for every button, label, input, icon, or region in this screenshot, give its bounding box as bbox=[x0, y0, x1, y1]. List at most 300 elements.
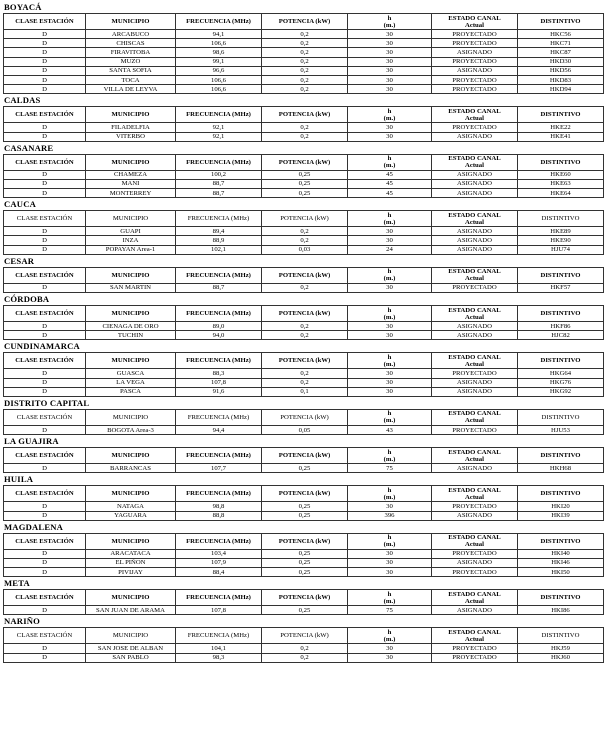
header-potencia: POTENCIA (kW) bbox=[262, 306, 348, 322]
header-clase: CLASE ESTACIÓN bbox=[4, 448, 86, 464]
potencia-cell: 0,2 bbox=[262, 132, 348, 141]
table-row bbox=[4, 369, 604, 378]
frecuencia-cell: 107,8 bbox=[176, 606, 262, 615]
municipio-cell: YAGUARA bbox=[86, 511, 176, 520]
frecuencia-cell: 100,2 bbox=[176, 170, 262, 179]
header-altura bbox=[348, 107, 432, 123]
distintivo-cell: HKG64 bbox=[518, 369, 604, 378]
table-row bbox=[4, 606, 604, 615]
frecuencia-cell: 104,1 bbox=[176, 644, 262, 653]
table-row bbox=[4, 66, 604, 75]
distintivo-cell: HKH68 bbox=[518, 464, 604, 473]
department-heading: CASANARE bbox=[4, 142, 54, 153]
header-estado bbox=[432, 107, 518, 123]
header-row bbox=[4, 267, 604, 283]
header-altura-label: h bbox=[387, 155, 392, 163]
department-table bbox=[3, 210, 604, 255]
table-row bbox=[4, 75, 604, 84]
municipio-cell: GUASCA bbox=[86, 369, 176, 378]
potencia-cell: 0,25 bbox=[262, 558, 348, 567]
potencia-cell: 0,25 bbox=[262, 170, 348, 179]
potencia-cell: 0,03 bbox=[262, 245, 348, 254]
estado-cell: ASIGNADO bbox=[432, 236, 518, 245]
header-frecuencia: FRECUENCIA (MHz) bbox=[176, 628, 262, 644]
clase-cell: D bbox=[4, 179, 86, 188]
distintivo-cell: HKE63 bbox=[518, 179, 604, 188]
clase-cell: D bbox=[4, 378, 86, 387]
frecuencia-cell: 107,9 bbox=[176, 558, 262, 567]
estado-cell: PROYECTADO bbox=[432, 502, 518, 511]
distintivo-cell: HKE22 bbox=[518, 123, 604, 132]
header-distintivo: DISTINTIVO bbox=[518, 306, 604, 322]
header-estado-label: ESTADO CANAL bbox=[448, 448, 501, 456]
table-row bbox=[4, 549, 604, 558]
potencia-cell: 0,25 bbox=[262, 511, 348, 520]
header-potencia: POTENCIA (kW) bbox=[262, 267, 348, 283]
header-potencia: POTENCIA (kW) bbox=[262, 590, 348, 606]
header-estado-label: ESTADO CANAL bbox=[448, 306, 501, 314]
clase-cell: D bbox=[4, 606, 86, 615]
clase-cell: D bbox=[4, 644, 86, 653]
frecuencia-cell: 88,3 bbox=[176, 369, 262, 378]
header-row bbox=[4, 107, 604, 123]
table-row bbox=[4, 170, 604, 179]
altura-cell: 30 bbox=[348, 653, 432, 662]
distintivo-cell: HKI40 bbox=[518, 549, 604, 558]
header-estado-label: ESTADO CANAL bbox=[448, 628, 501, 636]
potencia-cell: 0,25 bbox=[262, 189, 348, 198]
header-altura-label: h bbox=[387, 306, 392, 314]
header-clase: CLASE ESTACIÓN bbox=[4, 14, 86, 30]
header-potencia: POTENCIA (kW) bbox=[262, 409, 348, 425]
potencia-cell: 0,2 bbox=[262, 331, 348, 340]
clase-cell: D bbox=[4, 30, 86, 39]
table-row bbox=[4, 48, 604, 57]
header-estado-label: ESTADO CANAL bbox=[448, 486, 501, 494]
distintivo-cell: HKI86 bbox=[518, 606, 604, 615]
header-altura-unit: (m.) bbox=[383, 21, 396, 29]
altura-cell: 30 bbox=[348, 331, 432, 340]
header-row bbox=[4, 306, 604, 322]
potencia-cell: 0,2 bbox=[262, 39, 348, 48]
potencia-cell: 0,2 bbox=[262, 378, 348, 387]
header-altura bbox=[348, 409, 432, 425]
municipio-cell: FIRAVITOBA bbox=[86, 48, 176, 57]
table-row bbox=[4, 189, 604, 198]
municipio-cell: GUAPI bbox=[86, 227, 176, 236]
header-estado bbox=[432, 486, 518, 502]
distintivo-cell: HKE64 bbox=[518, 189, 604, 198]
distintivo-cell: HKI50 bbox=[518, 568, 604, 577]
municipio-cell: CHAMEZA bbox=[86, 170, 176, 179]
municipio-cell: BARRANCAS bbox=[86, 464, 176, 473]
department-heading: LA GUAJIRA bbox=[4, 436, 59, 447]
header-estado-sub: Actual bbox=[465, 541, 484, 549]
frecuencia-cell: 88,7 bbox=[176, 189, 262, 198]
department-table bbox=[3, 13, 604, 94]
clase-cell: D bbox=[4, 245, 86, 254]
department-table bbox=[3, 485, 604, 520]
altura-cell: 30 bbox=[348, 57, 432, 66]
potencia-cell: 0,25 bbox=[262, 464, 348, 473]
header-municipio: MUNICIPIO bbox=[86, 448, 176, 464]
department-table bbox=[3, 154, 604, 199]
distintivo-cell: HKI39 bbox=[518, 511, 604, 520]
header-clase: CLASE ESTACIÓN bbox=[4, 533, 86, 549]
municipio-cell: SAN MARTIN bbox=[86, 283, 176, 292]
potencia-cell: 0,2 bbox=[262, 75, 348, 84]
altura-cell: 45 bbox=[348, 170, 432, 179]
header-frecuencia: FRECUENCIA (MHz) bbox=[176, 409, 262, 425]
header-row bbox=[4, 628, 604, 644]
altura-cell: 30 bbox=[348, 85, 432, 94]
distintivo-cell: HKE41 bbox=[518, 132, 604, 141]
header-frecuencia: FRECUENCIA (MHz) bbox=[176, 353, 262, 369]
potencia-cell: 0,2 bbox=[262, 66, 348, 75]
distintivo-cell: HKD30 bbox=[518, 57, 604, 66]
distintivo-cell: HKF86 bbox=[518, 322, 604, 331]
table-row bbox=[4, 322, 604, 331]
frecuencia-cell: 94,1 bbox=[176, 30, 262, 39]
header-potencia: POTENCIA (kW) bbox=[262, 448, 348, 464]
potencia-cell: 0,05 bbox=[262, 425, 348, 434]
clase-cell: D bbox=[4, 170, 86, 179]
table-row bbox=[4, 331, 604, 340]
frecuencia-cell: 107,8 bbox=[176, 378, 262, 387]
header-estado-sub: Actual bbox=[465, 360, 484, 368]
header-clase: CLASE ESTACIÓN bbox=[4, 267, 86, 283]
header-estado bbox=[432, 590, 518, 606]
frecuencia-cell: 106,6 bbox=[176, 75, 262, 84]
header-altura-label: h bbox=[387, 534, 392, 542]
department-heading: CAUCA bbox=[4, 199, 37, 210]
altura-cell: 30 bbox=[348, 502, 432, 511]
altura-cell: 43 bbox=[348, 425, 432, 434]
header-altura bbox=[348, 533, 432, 549]
estado-cell: ASIGNADO bbox=[432, 132, 518, 141]
header-row bbox=[4, 533, 604, 549]
clase-cell: D bbox=[4, 283, 86, 292]
header-altura-label: h bbox=[387, 268, 392, 276]
clase-cell: D bbox=[4, 653, 86, 662]
clase-cell: D bbox=[4, 425, 86, 434]
distintivo-cell: HKD94 bbox=[518, 85, 604, 94]
header-clase: CLASE ESTACIÓN bbox=[4, 486, 86, 502]
header-distintivo: DISTINTIVO bbox=[518, 533, 604, 549]
header-potencia: POTENCIA (kW) bbox=[262, 107, 348, 123]
municipio-cell: MONTERREY bbox=[86, 189, 176, 198]
potencia-cell: 0,2 bbox=[262, 30, 348, 39]
distintivo-cell: HKE89 bbox=[518, 227, 604, 236]
header-estado bbox=[432, 306, 518, 322]
header-altura-unit: (m.) bbox=[383, 275, 396, 283]
altura-cell: 75 bbox=[348, 606, 432, 615]
header-altura-label: h bbox=[387, 211, 392, 219]
header-potencia: POTENCIA (kW) bbox=[262, 14, 348, 30]
header-altura-label: h bbox=[387, 486, 392, 494]
potencia-cell: 0,2 bbox=[262, 653, 348, 662]
estado-cell: PROYECTADO bbox=[432, 369, 518, 378]
header-estado-sub: Actual bbox=[465, 455, 484, 463]
table-row bbox=[4, 558, 604, 567]
altura-cell: 30 bbox=[348, 48, 432, 57]
potencia-cell: 0,2 bbox=[262, 283, 348, 292]
header-altura bbox=[348, 590, 432, 606]
municipio-cell: SAN PABLO bbox=[86, 653, 176, 662]
table-row bbox=[4, 132, 604, 141]
header-municipio: MUNICIPIO bbox=[86, 267, 176, 283]
table-row bbox=[4, 236, 604, 245]
header-estado-sub: Actual bbox=[465, 635, 484, 643]
potencia-cell: 0,2 bbox=[262, 236, 348, 245]
municipio-cell: SAN JOSE DE ALBAN bbox=[86, 644, 176, 653]
estado-cell: ASIGNADO bbox=[432, 66, 518, 75]
clase-cell: D bbox=[4, 549, 86, 558]
header-altura-unit: (m.) bbox=[383, 455, 396, 463]
header-row bbox=[4, 14, 604, 30]
clase-cell: D bbox=[4, 189, 86, 198]
estado-cell: ASIGNADO bbox=[432, 227, 518, 236]
estado-cell: ASIGNADO bbox=[432, 245, 518, 254]
header-estado-label: ESTADO CANAL bbox=[448, 410, 501, 418]
table-row bbox=[4, 85, 604, 94]
frecuencia-cell: 106,6 bbox=[176, 39, 262, 48]
header-clase: CLASE ESTACIÓN bbox=[4, 154, 86, 170]
frecuencia-cell: 88,9 bbox=[176, 236, 262, 245]
municipio-cell: TUCHIN bbox=[86, 331, 176, 340]
header-frecuencia: FRECUENCIA (MHz) bbox=[176, 448, 262, 464]
header-clase: CLASE ESTACIÓN bbox=[4, 353, 86, 369]
header-estado-sub: Actual bbox=[465, 275, 484, 283]
header-frecuencia: FRECUENCIA (MHz) bbox=[176, 107, 262, 123]
frecuencia-cell: 98,3 bbox=[176, 653, 262, 662]
header-altura-unit: (m.) bbox=[383, 493, 396, 501]
header-estado bbox=[432, 448, 518, 464]
distintivo-cell: HKC71 bbox=[518, 39, 604, 48]
table-row bbox=[4, 464, 604, 473]
header-row bbox=[4, 590, 604, 606]
header-estado-label: ESTADO CANAL bbox=[448, 353, 501, 361]
potencia-cell: 0,2 bbox=[262, 57, 348, 66]
potencia-cell: 0,2 bbox=[262, 123, 348, 132]
header-altura bbox=[348, 267, 432, 283]
clase-cell: D bbox=[4, 387, 86, 396]
header-potencia: POTENCIA (kW) bbox=[262, 486, 348, 502]
municipio-cell: NATAGA bbox=[86, 502, 176, 511]
table-row bbox=[4, 378, 604, 387]
header-altura-unit: (m.) bbox=[383, 218, 396, 226]
estado-cell: ASIGNADO bbox=[432, 558, 518, 567]
clase-cell: D bbox=[4, 39, 86, 48]
header-municipio: MUNICIPIO bbox=[86, 486, 176, 502]
header-distintivo: DISTINTIVO bbox=[518, 628, 604, 644]
distintivo-cell: HKG76 bbox=[518, 378, 604, 387]
municipio-cell: PASCA bbox=[86, 387, 176, 396]
department-heading: CUNDINAMARCA bbox=[4, 341, 80, 352]
table-row bbox=[4, 511, 604, 520]
municipio-cell: ARACATACA bbox=[86, 549, 176, 558]
header-estado bbox=[432, 628, 518, 644]
estado-cell: PROYECTADO bbox=[432, 39, 518, 48]
altura-cell: 75 bbox=[348, 464, 432, 473]
distintivo-cell: HKD56 bbox=[518, 66, 604, 75]
clase-cell: D bbox=[4, 464, 86, 473]
municipio-cell: INZA bbox=[86, 236, 176, 245]
header-clase: CLASE ESTACIÓN bbox=[4, 409, 86, 425]
header-row bbox=[4, 448, 604, 464]
altura-cell: 30 bbox=[348, 322, 432, 331]
header-row bbox=[4, 409, 604, 425]
header-altura bbox=[348, 14, 432, 30]
header-potencia: POTENCIA (kW) bbox=[262, 533, 348, 549]
header-altura bbox=[348, 306, 432, 322]
altura-cell: 30 bbox=[348, 132, 432, 141]
clase-cell: D bbox=[4, 227, 86, 236]
potencia-cell: 0,25 bbox=[262, 549, 348, 558]
estado-cell: ASIGNADO bbox=[432, 179, 518, 188]
distintivo-cell: HJU53 bbox=[518, 425, 604, 434]
header-distintivo: DISTINTIVO bbox=[518, 154, 604, 170]
header-estado-sub: Actual bbox=[465, 493, 484, 501]
header-altura-label: h bbox=[387, 628, 392, 636]
department-table bbox=[3, 352, 604, 397]
frecuencia-cell: 89,0 bbox=[176, 322, 262, 331]
department-heading: META bbox=[4, 578, 30, 589]
header-altura-unit: (m.) bbox=[383, 417, 396, 425]
table-row bbox=[4, 39, 604, 48]
potencia-cell: 0,2 bbox=[262, 227, 348, 236]
header-altura-label: h bbox=[387, 590, 392, 598]
department-heading: CÓRDOBA bbox=[4, 294, 50, 304]
clase-cell: D bbox=[4, 66, 86, 75]
header-municipio: MUNICIPIO bbox=[86, 409, 176, 425]
header-estado-sub: Actual bbox=[465, 597, 484, 605]
department-table bbox=[3, 409, 604, 435]
estado-cell: PROYECTADO bbox=[432, 653, 518, 662]
potencia-cell: 0,2 bbox=[262, 644, 348, 653]
clase-cell: D bbox=[4, 132, 86, 141]
header-estado bbox=[432, 211, 518, 227]
frecuencia-cell: 88,8 bbox=[176, 511, 262, 520]
estado-cell: PROYECTADO bbox=[432, 549, 518, 558]
header-altura-label: h bbox=[387, 107, 392, 115]
estado-cell: ASIGNADO bbox=[432, 322, 518, 331]
table-row bbox=[4, 123, 604, 132]
municipio-cell: POPAYAN Area-1 bbox=[86, 245, 176, 254]
estado-cell: PROYECTADO bbox=[432, 644, 518, 653]
header-altura-unit: (m.) bbox=[383, 541, 396, 549]
header-estado-sub: Actual bbox=[465, 162, 484, 170]
header-distintivo: DISTINTIVO bbox=[518, 448, 604, 464]
frecuencia-cell: 94,4 bbox=[176, 425, 262, 434]
header-frecuencia: FRECUENCIA (MHz) bbox=[176, 211, 262, 227]
header-row bbox=[4, 486, 604, 502]
altura-cell: 30 bbox=[348, 75, 432, 84]
table-row bbox=[4, 227, 604, 236]
altura-cell: 30 bbox=[348, 227, 432, 236]
department-table bbox=[3, 305, 604, 340]
header-estado bbox=[432, 533, 518, 549]
department-heading: MAGDALENA bbox=[4, 521, 64, 532]
clase-cell: D bbox=[4, 48, 86, 57]
header-municipio: MUNICIPIO bbox=[86, 353, 176, 369]
frecuencia-cell: 89,4 bbox=[176, 227, 262, 236]
header-altura bbox=[348, 486, 432, 502]
header-altura-unit: (m.) bbox=[383, 360, 396, 368]
header-frecuencia: FRECUENCIA (MHz) bbox=[176, 590, 262, 606]
altura-cell: 30 bbox=[348, 644, 432, 653]
altura-cell: 30 bbox=[348, 66, 432, 75]
department-table bbox=[3, 627, 604, 662]
clase-cell: D bbox=[4, 568, 86, 577]
estado-cell: ASIGNADO bbox=[432, 606, 518, 615]
header-estado bbox=[432, 353, 518, 369]
estado-cell: PROYECTADO bbox=[432, 283, 518, 292]
header-estado-label: ESTADO CANAL bbox=[448, 590, 501, 598]
header-distintivo: DISTINTIVO bbox=[518, 590, 604, 606]
header-frecuencia: FRECUENCIA (MHz) bbox=[176, 154, 262, 170]
municipio-cell: PIVIJAY bbox=[86, 568, 176, 577]
header-frecuencia: FRECUENCIA (MHz) bbox=[176, 267, 262, 283]
header-altura-label: h bbox=[387, 448, 392, 456]
estado-cell: PROYECTADO bbox=[432, 425, 518, 434]
table-row bbox=[4, 57, 604, 66]
department-table bbox=[3, 589, 604, 615]
header-row bbox=[4, 211, 604, 227]
table-row bbox=[4, 644, 604, 653]
altura-cell: 30 bbox=[348, 558, 432, 567]
distintivo-cell: HKJ59 bbox=[518, 644, 604, 653]
header-municipio: MUNICIPIO bbox=[86, 628, 176, 644]
header-altura-unit: (m.) bbox=[383, 597, 396, 605]
clase-cell: D bbox=[4, 369, 86, 378]
table-row bbox=[4, 30, 604, 39]
altura-cell: 45 bbox=[348, 189, 432, 198]
altura-cell: 30 bbox=[348, 369, 432, 378]
header-altura bbox=[348, 448, 432, 464]
department-table bbox=[3, 533, 604, 578]
header-altura bbox=[348, 353, 432, 369]
clase-cell: D bbox=[4, 322, 86, 331]
header-altura bbox=[348, 628, 432, 644]
header-estado bbox=[432, 154, 518, 170]
table-row bbox=[4, 283, 604, 292]
header-estado bbox=[432, 14, 518, 30]
potencia-cell: 0,1 bbox=[262, 387, 348, 396]
header-altura-label: h bbox=[387, 353, 392, 361]
municipio-cell: CHISCAS bbox=[86, 39, 176, 48]
frecuencia-cell: 91,6 bbox=[176, 387, 262, 396]
potencia-cell: 0,2 bbox=[262, 369, 348, 378]
header-frecuencia: FRECUENCIA (MHz) bbox=[176, 14, 262, 30]
distintivo-cell: HKI20 bbox=[518, 502, 604, 511]
header-clase: CLASE ESTACIÓN bbox=[4, 628, 86, 644]
header-municipio: MUNICIPIO bbox=[86, 533, 176, 549]
table-row bbox=[4, 179, 604, 188]
header-municipio: MUNICIPIO bbox=[86, 211, 176, 227]
estado-cell: PROYECTADO bbox=[432, 85, 518, 94]
header-altura-label: h bbox=[387, 14, 392, 22]
clase-cell: D bbox=[4, 236, 86, 245]
altura-cell: 30 bbox=[348, 568, 432, 577]
municipio-cell: MANI bbox=[86, 179, 176, 188]
department-heading: NARIÑO bbox=[4, 616, 41, 627]
table-row bbox=[4, 653, 604, 662]
altura-cell: 45 bbox=[348, 179, 432, 188]
municipio-cell: SAN JUAN DE ARAMA bbox=[86, 606, 176, 615]
estado-cell: ASIGNADO bbox=[432, 48, 518, 57]
distintivo-cell: HKF57 bbox=[518, 283, 604, 292]
